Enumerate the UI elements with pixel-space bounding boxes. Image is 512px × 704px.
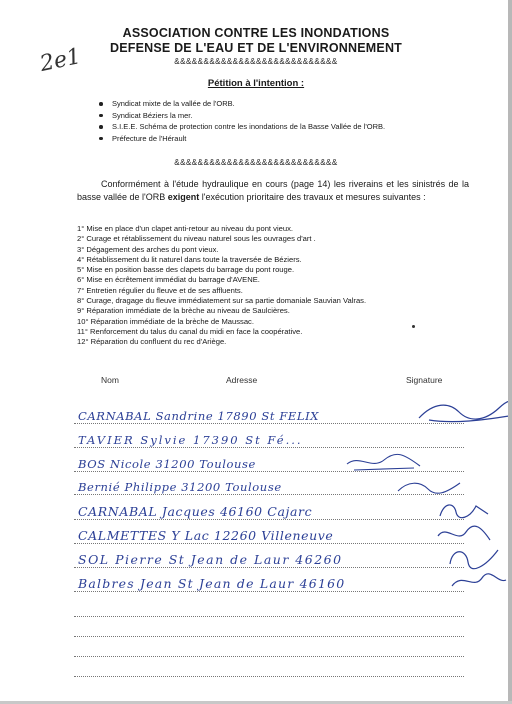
signature-row xyxy=(74,524,464,546)
section-separator: &&&&&&&&&&&&&&&&&&&&&&&&&&&& xyxy=(174,158,338,167)
signature-scribble xyxy=(434,522,494,546)
dotted-line xyxy=(74,447,464,448)
action-list xyxy=(77,224,366,348)
empty-dotted-line xyxy=(74,616,464,617)
action-item: 7° Entretien régulier du fleuve et de ses affluents. xyxy=(77,285,243,295)
recipient-list xyxy=(96,98,385,144)
empty-dotted-line xyxy=(74,656,464,657)
signature-row xyxy=(74,548,464,570)
action-item: 3° Dégagement des arches du pont vieux. xyxy=(77,244,219,254)
column-header-signature: Signature xyxy=(406,375,443,385)
action-item: 10° Réparation immédiate de la brèche de Maussac. xyxy=(77,316,254,326)
action-item: 4° Rétablissement du lit naturel dans toute la traversée de Béziers. xyxy=(77,254,302,264)
handwritten-entry: Bernié Philippe 31200 Toulouse xyxy=(78,480,282,494)
petition-heading: Pétition à l'intention : xyxy=(207,78,305,89)
header-separator: &&&&&&&&&&&&&&&&&&&&&&&&&&&& xyxy=(174,57,338,66)
intro-text-start: Conformément à l'étude hydraulique en cours (page 14) les riverains et les sinistrés de la basse vallée de l'ORB xyxy=(77,179,469,202)
signature-scribble xyxy=(448,570,508,594)
handwritten-entry: CARNABAL Sandrine 17890 St FELIX xyxy=(78,409,320,423)
column-header-address: Adresse xyxy=(226,375,258,385)
signature-row xyxy=(74,500,464,522)
empty-dotted-line xyxy=(74,676,464,677)
signature-row xyxy=(74,404,464,426)
handwritten-entry: BOS Nicole 31200 Toulouse xyxy=(78,457,256,471)
handwritten-entry: CALMETTES Y Lac 12260 Villeneuve xyxy=(78,528,334,543)
association-title-line2: DEFENSE DE L'EAU ET DE L'ENVIRONNEMENT xyxy=(109,41,403,55)
action-item: 1° Mise en place d'un clapet anti-retour au niveau du pont vieux. xyxy=(77,224,293,233)
handwritten-entry: SOL Pierre St Jean de Laur 46260 xyxy=(78,552,343,567)
action-item: 9° Réparation immédiate de la brèche au niveau de Saulcières. xyxy=(77,306,290,316)
scan-speck xyxy=(412,325,415,328)
signature-scribble xyxy=(414,400,512,426)
handwritten-entry: CARNABAL Jacques 46160 Cajarc xyxy=(78,504,313,519)
association-title-line1: ASSOCIATION CONTRE LES INONDATIONS xyxy=(122,26,390,40)
recipient-item: Syndicat Béziers la mer. xyxy=(96,110,385,122)
handwritten-entry: Balbres Jean St Jean de Laur 46160 xyxy=(78,576,346,591)
signature-scribble xyxy=(434,498,494,522)
action-item: 12° Réparation du confluent du rec d'Ariège. xyxy=(77,337,227,347)
recipient-item: Préfecture de l'Hérault xyxy=(96,133,385,145)
recipient-item: S.I.E.E. Schéma de protection contre les inondations de la Basse Vallée de l'ORB. xyxy=(96,121,385,133)
dotted-line xyxy=(74,567,464,568)
dotted-line xyxy=(74,543,464,544)
intro-emphasis: exigent xyxy=(167,191,200,202)
signature-scribble xyxy=(344,450,424,474)
intro-text-end: l'exécution prioritaire des travaux et mesures suivantes : xyxy=(199,191,426,202)
column-header-name: Nom xyxy=(101,375,119,385)
action-item: 6° Mise en écrêtement immédiat du barrage d'AVENE. xyxy=(77,275,260,285)
action-item: 8° Curage, dragage du fleuve immédiatement sur sa partie domaniale Sauvian Valras. xyxy=(77,296,367,306)
dotted-line xyxy=(74,519,464,520)
action-item: 11° Renforcement du talus du canal du midi en face la coopérative. xyxy=(77,326,303,336)
signature-row xyxy=(74,572,464,594)
action-item: 5° Mise en position basse des clapets du barrage du pont rouge. xyxy=(77,265,295,275)
dotted-line xyxy=(74,591,464,592)
recipient-item: Syndicat mixte de la vallée de l'ORB. xyxy=(96,98,385,110)
signature-row xyxy=(74,475,464,497)
action-item: 2° Curage et rétablissement du niveau naturel sous les ouvrages d'art . xyxy=(77,234,316,244)
intro-paragraph xyxy=(77,178,469,203)
scan-edge-shadow xyxy=(508,0,512,704)
handwritten-entry: TAVIER Sylvie 17390 St Fé... xyxy=(78,433,303,447)
signature-scribble xyxy=(394,475,464,497)
margin-handwritten-note: 2e1 xyxy=(37,44,84,77)
dotted-line xyxy=(74,423,464,424)
signature-scribble xyxy=(444,544,504,570)
empty-dotted-line xyxy=(74,636,464,637)
signature-row xyxy=(74,428,464,450)
signature-row xyxy=(74,452,464,474)
